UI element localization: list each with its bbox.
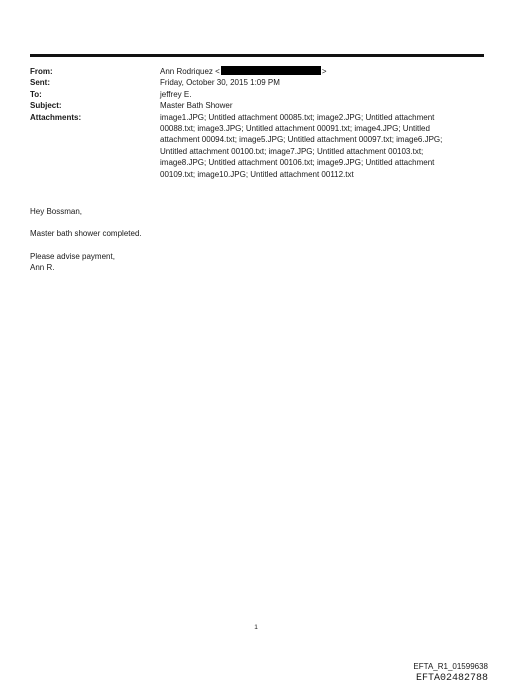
sent-row — [30, 77, 484, 88]
from-name: Ann Rodriquez < — [160, 67, 220, 76]
header-divider-rule — [30, 54, 484, 57]
from-row — [30, 66, 484, 77]
attachments-line: attachment 00094.txt; image5.JPG; Untitled attachment 00097.txt; image6.JPG; — [160, 135, 443, 145]
redaction-bar — [221, 66, 321, 75]
bates-stamp-primary: EFTA_R1_01599638 — [413, 662, 488, 671]
to-label: To: — [30, 89, 42, 99]
closing-line: Please advise payment, — [30, 251, 115, 261]
from-value — [160, 66, 484, 77]
attachments-line: image1.JPG; Untitled attachment 00085.txt; image2.JPG; Untitled attachment — [160, 112, 435, 122]
attachments-line: 00109.txt; image10.JPG; Untitled attachment 00112.txt — [160, 169, 354, 179]
message-text: Master bath shower completed. — [30, 229, 142, 239]
email-header — [30, 66, 484, 180]
subject-row — [30, 100, 484, 111]
to-value: jeffrey E. — [160, 89, 192, 99]
attachments-line: 00088.txt; image3.JPG; Untitled attachment 00091.txt; image4.JPG; Untitled — [160, 124, 430, 134]
closing — [30, 251, 470, 274]
email-body — [30, 206, 470, 285]
sent-value: Friday, October 30, 2015 1:09 PM — [160, 78, 280, 88]
attachments-row — [30, 112, 484, 180]
attachments-line: Untitled attachment 00100.txt; image7.JPG; Untitled attachment 00103.txt; — [160, 146, 424, 156]
from-suffix: > — [321, 67, 327, 76]
bates-stamp-secondary: EFTA02482788 — [415, 673, 488, 684]
subject-label: Subject: — [30, 101, 62, 111]
greeting: Hey Bossman, — [30, 207, 83, 216]
to-row — [30, 89, 484, 100]
attachments-list — [160, 112, 484, 180]
subject-value: Master Bath Shower — [160, 101, 233, 111]
attachments-line: image8.JPG; Untitled attachment 00106.txt; image9.JPG; Untitled attachment — [160, 158, 435, 168]
from-label: From: — [30, 67, 53, 76]
signature: Ann R. — [30, 263, 55, 273]
page-number: 1 — [254, 624, 258, 631]
sent-label: Sent: — [30, 78, 50, 88]
attachments-label: Attachments: — [30, 112, 82, 122]
